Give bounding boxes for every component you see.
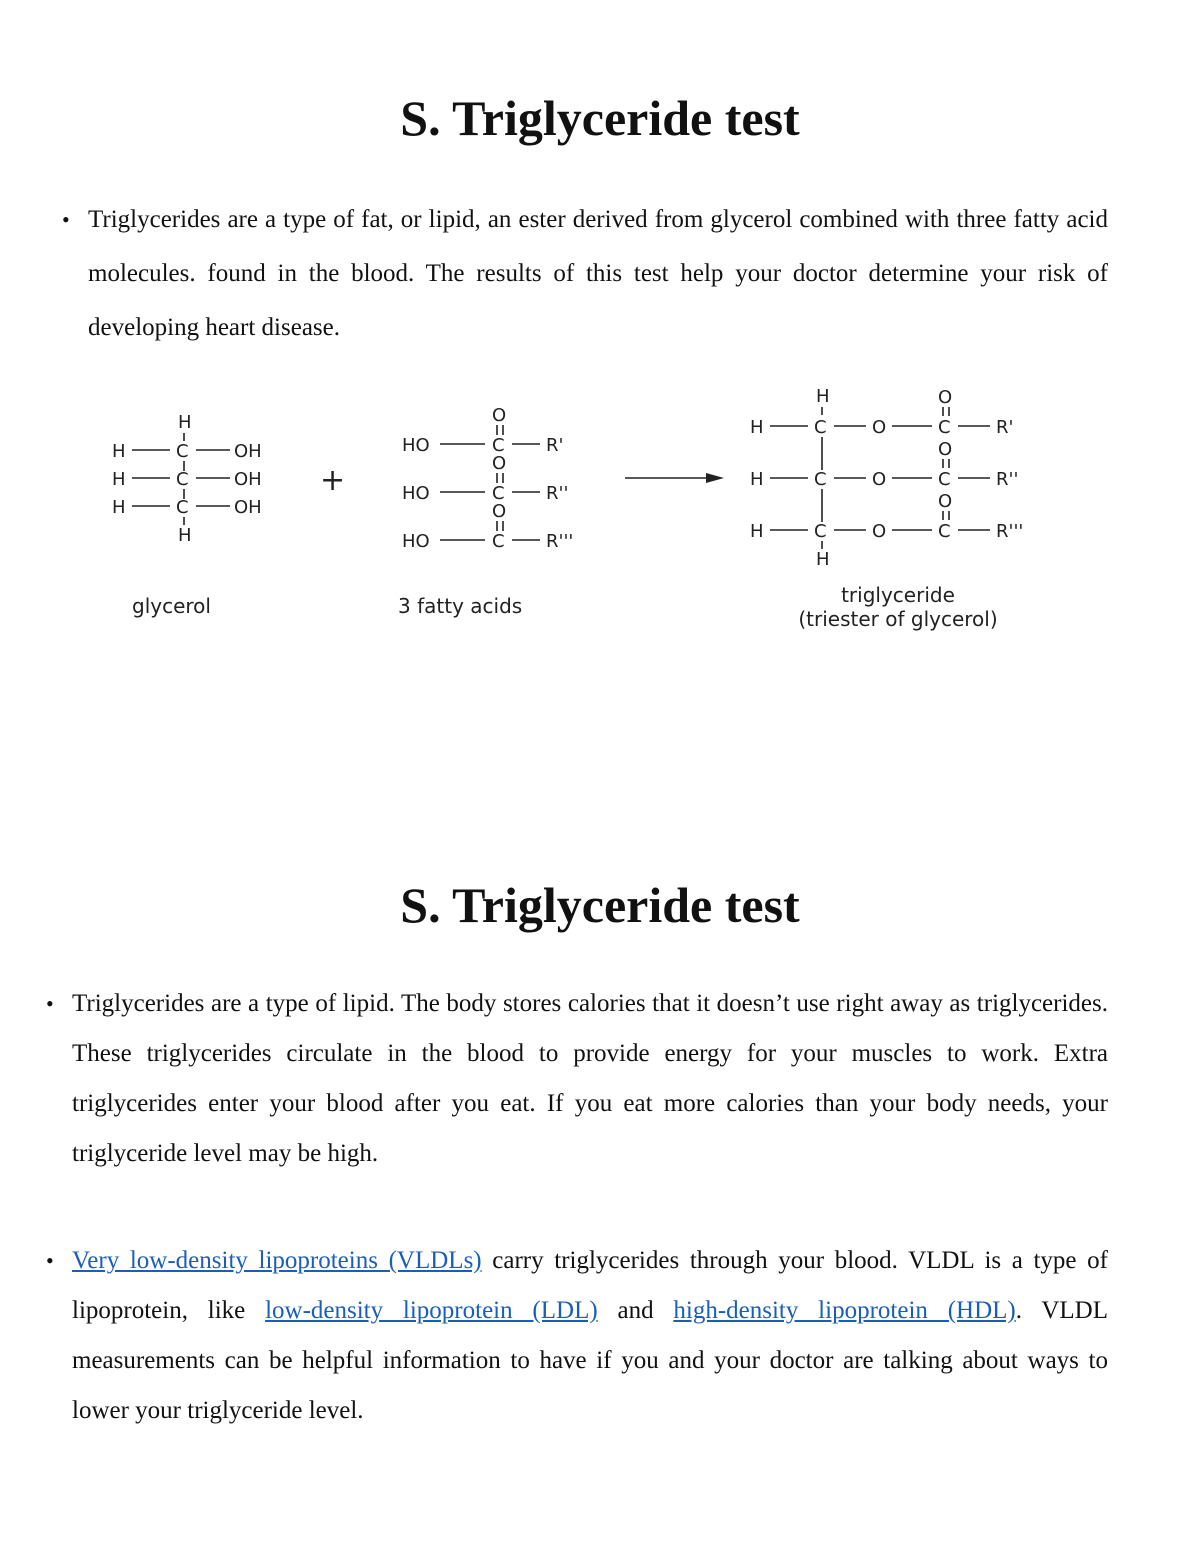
atom-c: C [814,521,827,542]
atom-oh: OH [234,497,262,518]
atom-o: O [872,417,887,438]
atom-h: H [816,549,830,570]
page-title: S. Triglyceride test [400,90,800,146]
glycerol-structure [112,412,262,546]
bullet-lipid-storage: • Triglycerides are a type of lipid. The body stores calories that it doesn’t use right away as triglycerides. These triglycerides circulate in the blood to provide energy for your muscles to work. Extra triglycerides enter your blood after you eat. If you eat more calories than your body needs, your triglyceride level may be high. [72,979,1108,1179]
vldl-text-b: and [597,1297,674,1324]
ldl-link[interactable]: low-density lipoprotein (LDL) [265,1297,598,1324]
atom-o: O [938,387,953,408]
atom-r3: R''' [546,531,574,552]
atom-o: O [938,491,953,512]
atom-o: O [492,405,507,426]
atom-h: H [178,412,192,433]
triester-label: (triester of glycerol) [798,607,998,631]
atom-c: C [814,469,827,490]
atom-o: O [872,469,887,490]
atom-o: O [492,453,507,474]
atom-c: C [938,521,951,542]
atom-r2: R'' [546,483,569,504]
atom-h: H [112,497,126,518]
atom-oh: OH [234,441,262,462]
atom-r2: R'' [996,469,1019,490]
fatty-acids-label: 3 fatty acids [398,594,523,618]
atom-c: C [176,497,189,518]
vldl-text-a: carry triglycerides through your blood. VLDL is a type of lipoprotein, like [72,1247,1108,1324]
hdl-link[interactable]: high-density lipoprotein (HDL) [673,1297,1016,1324]
reaction-arrow [625,473,724,483]
atom-h: H [750,417,764,438]
atom-c: C [176,441,189,462]
bullet-triglyceride-definition: • Triglycerides are a type of fat, or lipid, an ester derived from glycerol combined with three fatty acid molecules. found in the blood. The results of this test help your doctor determine your risk of developing heart disease. [88,193,1108,355]
atom-r3: R''' [996,521,1024,542]
atom-h: H [750,469,764,490]
plus-sign: + [320,463,346,498]
triglyceride-formation-diagram [100,385,1070,640]
vldl-link[interactable]: Very low-density lipoproteins (VLDLs) [72,1247,482,1274]
atom-c: C [492,435,505,456]
atom-ho: HO [402,531,430,552]
atom-r1: R' [996,417,1014,438]
atom-c: C [176,469,189,490]
atom-c: C [814,417,827,438]
atom-o: O [492,501,507,522]
glycerol-label: glycerol [132,594,211,618]
atom-ho: HO [402,483,430,504]
triglyceride-structure [750,386,1023,570]
atom-c: C [492,531,505,552]
fatty-acids-structure [402,405,573,552]
atom-o: O [938,439,953,460]
atom-h: H [112,469,126,490]
atom-h: H [816,386,830,407]
section-title: S. Triglyceride test [400,877,800,933]
atom-h: H [750,521,764,542]
atom-oh: OH [234,469,262,490]
atom-c: C [938,469,951,490]
atom-c: C [938,417,951,438]
atom-r1: R' [546,435,564,456]
atom-ho: HO [402,435,430,456]
atom-h: H [112,441,126,462]
atom-c: C [492,483,505,504]
vldl-text-c: . VLDL measurements can be helpful information to have if you and your doctor are talking about ways to lower your triglyceride level. [72,1297,1108,1424]
bullet-vldl [72,1236,1108,1436]
atom-h: H [178,525,192,546]
atom-o: O [872,521,887,542]
triglyceride-label: triglyceride [841,583,955,607]
